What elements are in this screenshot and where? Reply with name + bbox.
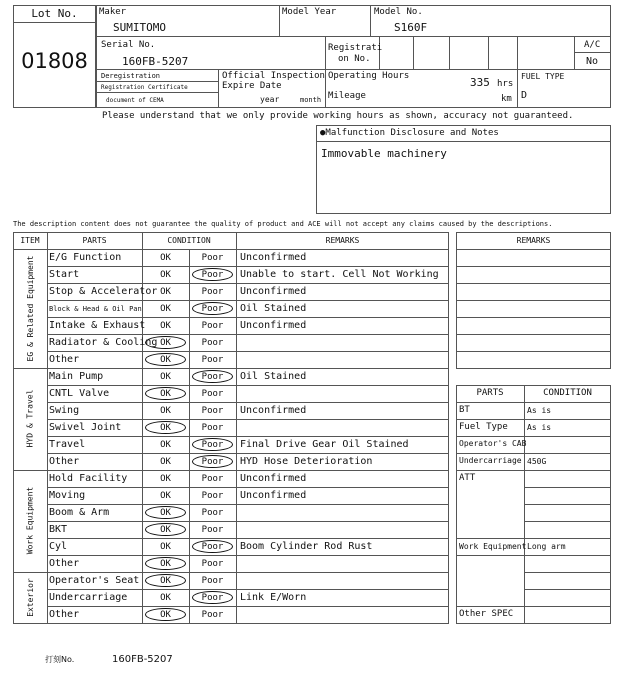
fuel-type-label: FUEL TYPE [521,72,565,81]
serial-no-value: 160FB-5207 [122,55,189,68]
condition-ok[interactable]: OK [160,389,171,399]
selected-circle-mark [192,268,233,281]
condition-poor[interactable]: Poor [201,304,224,314]
remark-text: Unconfirmed [240,286,307,297]
part-name: Travel [49,439,86,450]
part-name: Other [49,354,80,365]
condition-poor[interactable]: Poor [201,270,224,280]
condition-ok[interactable]: OK [160,440,171,450]
condition-poor[interactable]: Poor [201,593,224,603]
registration-certificate-label: Registration Certificate [101,84,188,91]
condition-ok[interactable]: OK [160,457,171,467]
part-name: CNTL Valve [49,388,110,399]
condition-ok[interactable]: OK [160,304,171,314]
remark-text: Link E/Worn [240,592,307,603]
deregistration-label: Deregistration [101,72,161,80]
part-name: Moving [49,490,86,501]
part-name: Swing [49,405,80,416]
operating-hours-value: 335 [470,76,490,89]
selected-circle-mark [145,387,186,400]
maker-value: SUMITOMO [113,21,166,34]
condition-poor[interactable]: Poor [201,355,224,365]
group-label: HYD & Travel [25,389,35,448]
selected-circle-mark [192,438,233,451]
condition-header: CONDITION [167,236,211,245]
mileage-label: Mileage [328,91,366,101]
condition-poor[interactable]: Poor [201,559,224,569]
disclaimer: The description content does not guarantee the quality of product and ACE will not accept any claims caused by the descriptions. [13,220,553,228]
condition-ok[interactable]: OK [160,474,171,484]
condition-poor[interactable]: Poor [201,253,224,263]
condition-ok[interactable]: OK [160,270,171,280]
condition-ok[interactable]: OK [160,372,171,382]
part-name: BKT [49,524,68,535]
part-name: Hold Facility [49,473,128,484]
working-hours-notice: Please understand that we only provide working hours as shown, accuracy not guaranteed. [102,111,574,121]
group-label: EG & Related Equipment [25,255,35,361]
other-spec-label: Other SPEC [459,609,514,619]
spec-condition-value: 450G [527,457,547,466]
spec-part-label: Undercarriage [459,456,522,465]
inspection-label: Official Inspection [222,71,325,81]
condition-ok[interactable]: OK [160,355,171,365]
selected-circle-mark [145,506,186,519]
stamp-no-label: 打刻No. [45,655,75,664]
work-equipment-value: Long arm [527,542,566,551]
selected-circle-mark [145,574,186,587]
condition-poor[interactable]: Poor [201,610,224,620]
selected-circle-mark [145,421,186,434]
part-name: Other [49,558,80,569]
spec-part-label: Operator's CAB [459,439,527,448]
condition-poor[interactable]: Poor [201,406,224,416]
group-label: Exterior [25,577,35,617]
condition-poor[interactable]: Poor [201,287,224,297]
condition-poor[interactable]: Poor [201,576,224,586]
condition-ok[interactable]: OK [160,287,171,297]
remark-text: Oil Stained [240,303,307,314]
part-name: E/G Function [49,252,122,263]
remark-text: Final Drive Gear Oil Stained [240,439,409,450]
remark-text: HYD Hose Deterioration [240,456,373,467]
km-unit: km [501,94,512,104]
part-name: Undercarriage [49,592,128,603]
condition-ok[interactable]: OK [160,423,171,433]
spec-part-label: BT [459,405,470,415]
part-name: Main Pump [49,371,104,382]
selected-circle-mark [192,591,233,604]
selected-circle-mark [145,523,186,536]
month-label: month [300,96,322,104]
condition-ok[interactable]: OK [160,610,171,620]
model-no-value: S160F [394,21,428,34]
lot-no-label: Lot No. [31,7,78,20]
lot-no-value: 01808 [21,49,88,73]
serial-no-label: Serial No. [101,40,156,50]
part-name: Cyl [49,541,68,552]
condition-ok[interactable]: OK [160,338,171,348]
registration-label-2: on No. [338,54,371,64]
condition-ok[interactable]: OK [160,559,171,569]
condition-ok[interactable]: OK [160,406,171,416]
selected-circle-mark [192,370,233,383]
condition-poor[interactable]: Poor [201,321,224,331]
condition-poor[interactable]: Poor [201,525,224,535]
operating-hours-label: Operating Hours [328,71,410,81]
condition-poor[interactable]: Poor [201,474,224,484]
cema-document-label: document of CEMA [106,97,164,104]
remark-text: Boom Cylinder Rod Rust [240,541,373,552]
remark-text: Unconfirmed [240,473,307,484]
remark-text: Unconfirmed [240,252,307,263]
selected-circle-mark [192,540,233,553]
remark-text: Unconfirmed [240,320,307,331]
condition-ok[interactable]: OK [160,321,171,331]
spec-condition-header: CONDITION [543,388,592,398]
selected-circle-mark [192,455,233,468]
remark-text: Oil Stained [240,371,307,382]
condition-poor[interactable]: Poor [201,440,224,450]
condition-poor[interactable]: Poor [201,457,224,467]
condition-ok[interactable]: OK [160,542,171,552]
selected-circle-mark [145,353,186,366]
hrs-unit: hrs [497,79,514,89]
part-name: Stop & Accelerator [49,286,158,297]
condition-poor[interactable]: Poor [201,542,224,552]
model-year-label: Model Year [282,7,337,17]
remarks-header: REMARKS [325,236,360,245]
model-no-label: Model No. [374,7,423,17]
remark-text: Unable to start. Cell Not Working [240,269,439,280]
spec-part-label: Fuel Type [459,422,508,432]
part-name: Swivel Joint [49,422,122,433]
part-name: Radiator & Cooling [49,337,158,348]
parts-header: PARTS [82,236,107,245]
part-name: Other [49,456,80,467]
selected-circle-mark [145,557,186,570]
work-equipment-label: Work Equipment [459,542,527,551]
condition-poor[interactable]: Poor [201,508,224,518]
remark-text: Unconfirmed [240,490,307,501]
condition-poor[interactable]: Poor [201,423,224,433]
part-name: Operator's Seat [49,575,140,586]
part-name: Block & Head & Oil Pan [49,305,142,313]
inspection-label-2: Expire Date [222,81,282,91]
condition-ok[interactable]: OK [160,593,171,603]
selected-circle-mark [145,336,186,349]
spec-condition-value: As is [527,406,552,415]
condition-poor[interactable]: Poor [201,338,224,348]
att-label: ATT [459,473,476,483]
year-label: year [260,95,280,104]
group-label: Work Equipment [25,486,35,555]
condition-poor[interactable]: Poor [201,372,224,382]
ac-value: No [586,56,599,67]
part-name: Start [49,269,80,280]
malfunction-text: Immovable machinery [321,147,447,160]
malfunction-title: ●Malfunction Disclosure and Notes [320,128,499,138]
condition-poor[interactable]: Poor [201,491,224,501]
maker-label: Maker [99,7,127,17]
part-name: Boom & Arm [49,507,110,518]
spec-condition-value: As is [527,423,552,432]
condition-ok[interactable]: OK [160,508,171,518]
part-name: Intake & Exhaust [49,320,146,331]
part-name: Other [49,609,80,620]
condition-ok[interactable]: OK [160,491,171,501]
condition-ok[interactable]: OK [160,253,171,263]
condition-poor[interactable]: Poor [201,389,224,399]
ac-label: A/C [584,40,601,50]
registration-label: Registrati [328,43,383,53]
selected-circle-mark [145,608,186,621]
condition-ok[interactable]: OK [160,576,171,586]
right-remarks-header: REMARKS [516,236,551,245]
spec-parts-header: PARTS [476,388,504,398]
malfunction-box [316,125,611,214]
stamp-no-value: 160FB-5207 [112,654,173,665]
item-header: ITEM [20,236,40,245]
selected-circle-mark [192,302,233,315]
remark-text: Unconfirmed [240,405,307,416]
condition-ok[interactable]: OK [160,525,171,535]
fuel-type-value: D [521,90,528,101]
